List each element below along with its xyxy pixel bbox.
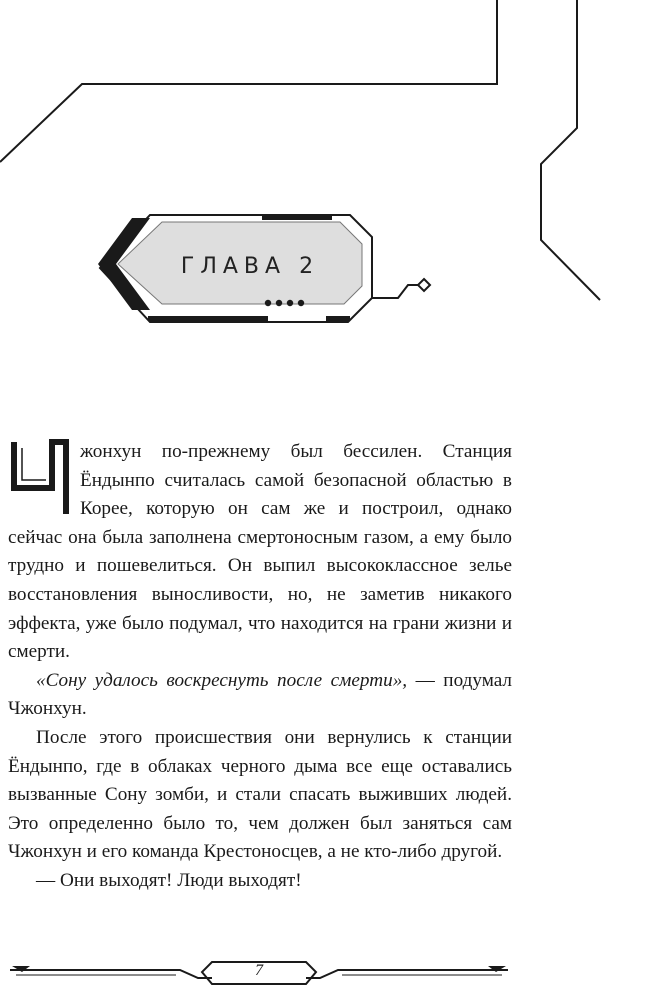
paragraph-2-text: — подумал Чжонхун. [8,669,512,720]
chapter-badge-connector-line [372,285,420,298]
chapter-badge-diamond-icon [418,279,430,291]
paragraph-4: — Они выходят! Люди выходят! [36,869,302,891]
paragraph-2 [8,667,512,724]
paragraph-2-quote: «Сону удалось воскреснуть после смерти», [36,669,408,691]
paragraph-3: После этого происшествия они вернулись к станции Ёндынпо, где в облаках черного дыма все еще оставались вызванные Сону зомби, и стали спасать выживших людей. Это определенно было то, чем должен был заняться сам Чжонхун и его команда Крестоносцев, а не кто-либо другой. [8,726,512,863]
top-frame-right-line [541,0,600,300]
paragraph-1-text: жонхун по-прежнему был бессилен. Станция Ёндынпо считалась самой безопасной областью в Корее, которую он сам же и построил, однако сейчас она была заполнена смертоносным газом, а ему было трудно и пошевелиться. Он выпил высококлассное зелье восстановления выносливости, но, не заметив никакого эффекта, уже было подумал, что находится на грани жизни и смерти. [8,441,512,663]
page-number: 7 [255,962,263,979]
body-text [8,438,512,896]
top-frame-left-line [0,0,497,162]
chapter-title: ГЛАВА 2 [180,254,320,279]
chapter-badge-bottom-bar-right [326,316,350,321]
dropcap-letter [8,438,74,518]
chapter-badge-bottom-bar [148,316,268,321]
paragraph-1 [8,438,512,667]
chapter-badge-top-bar [262,214,332,220]
